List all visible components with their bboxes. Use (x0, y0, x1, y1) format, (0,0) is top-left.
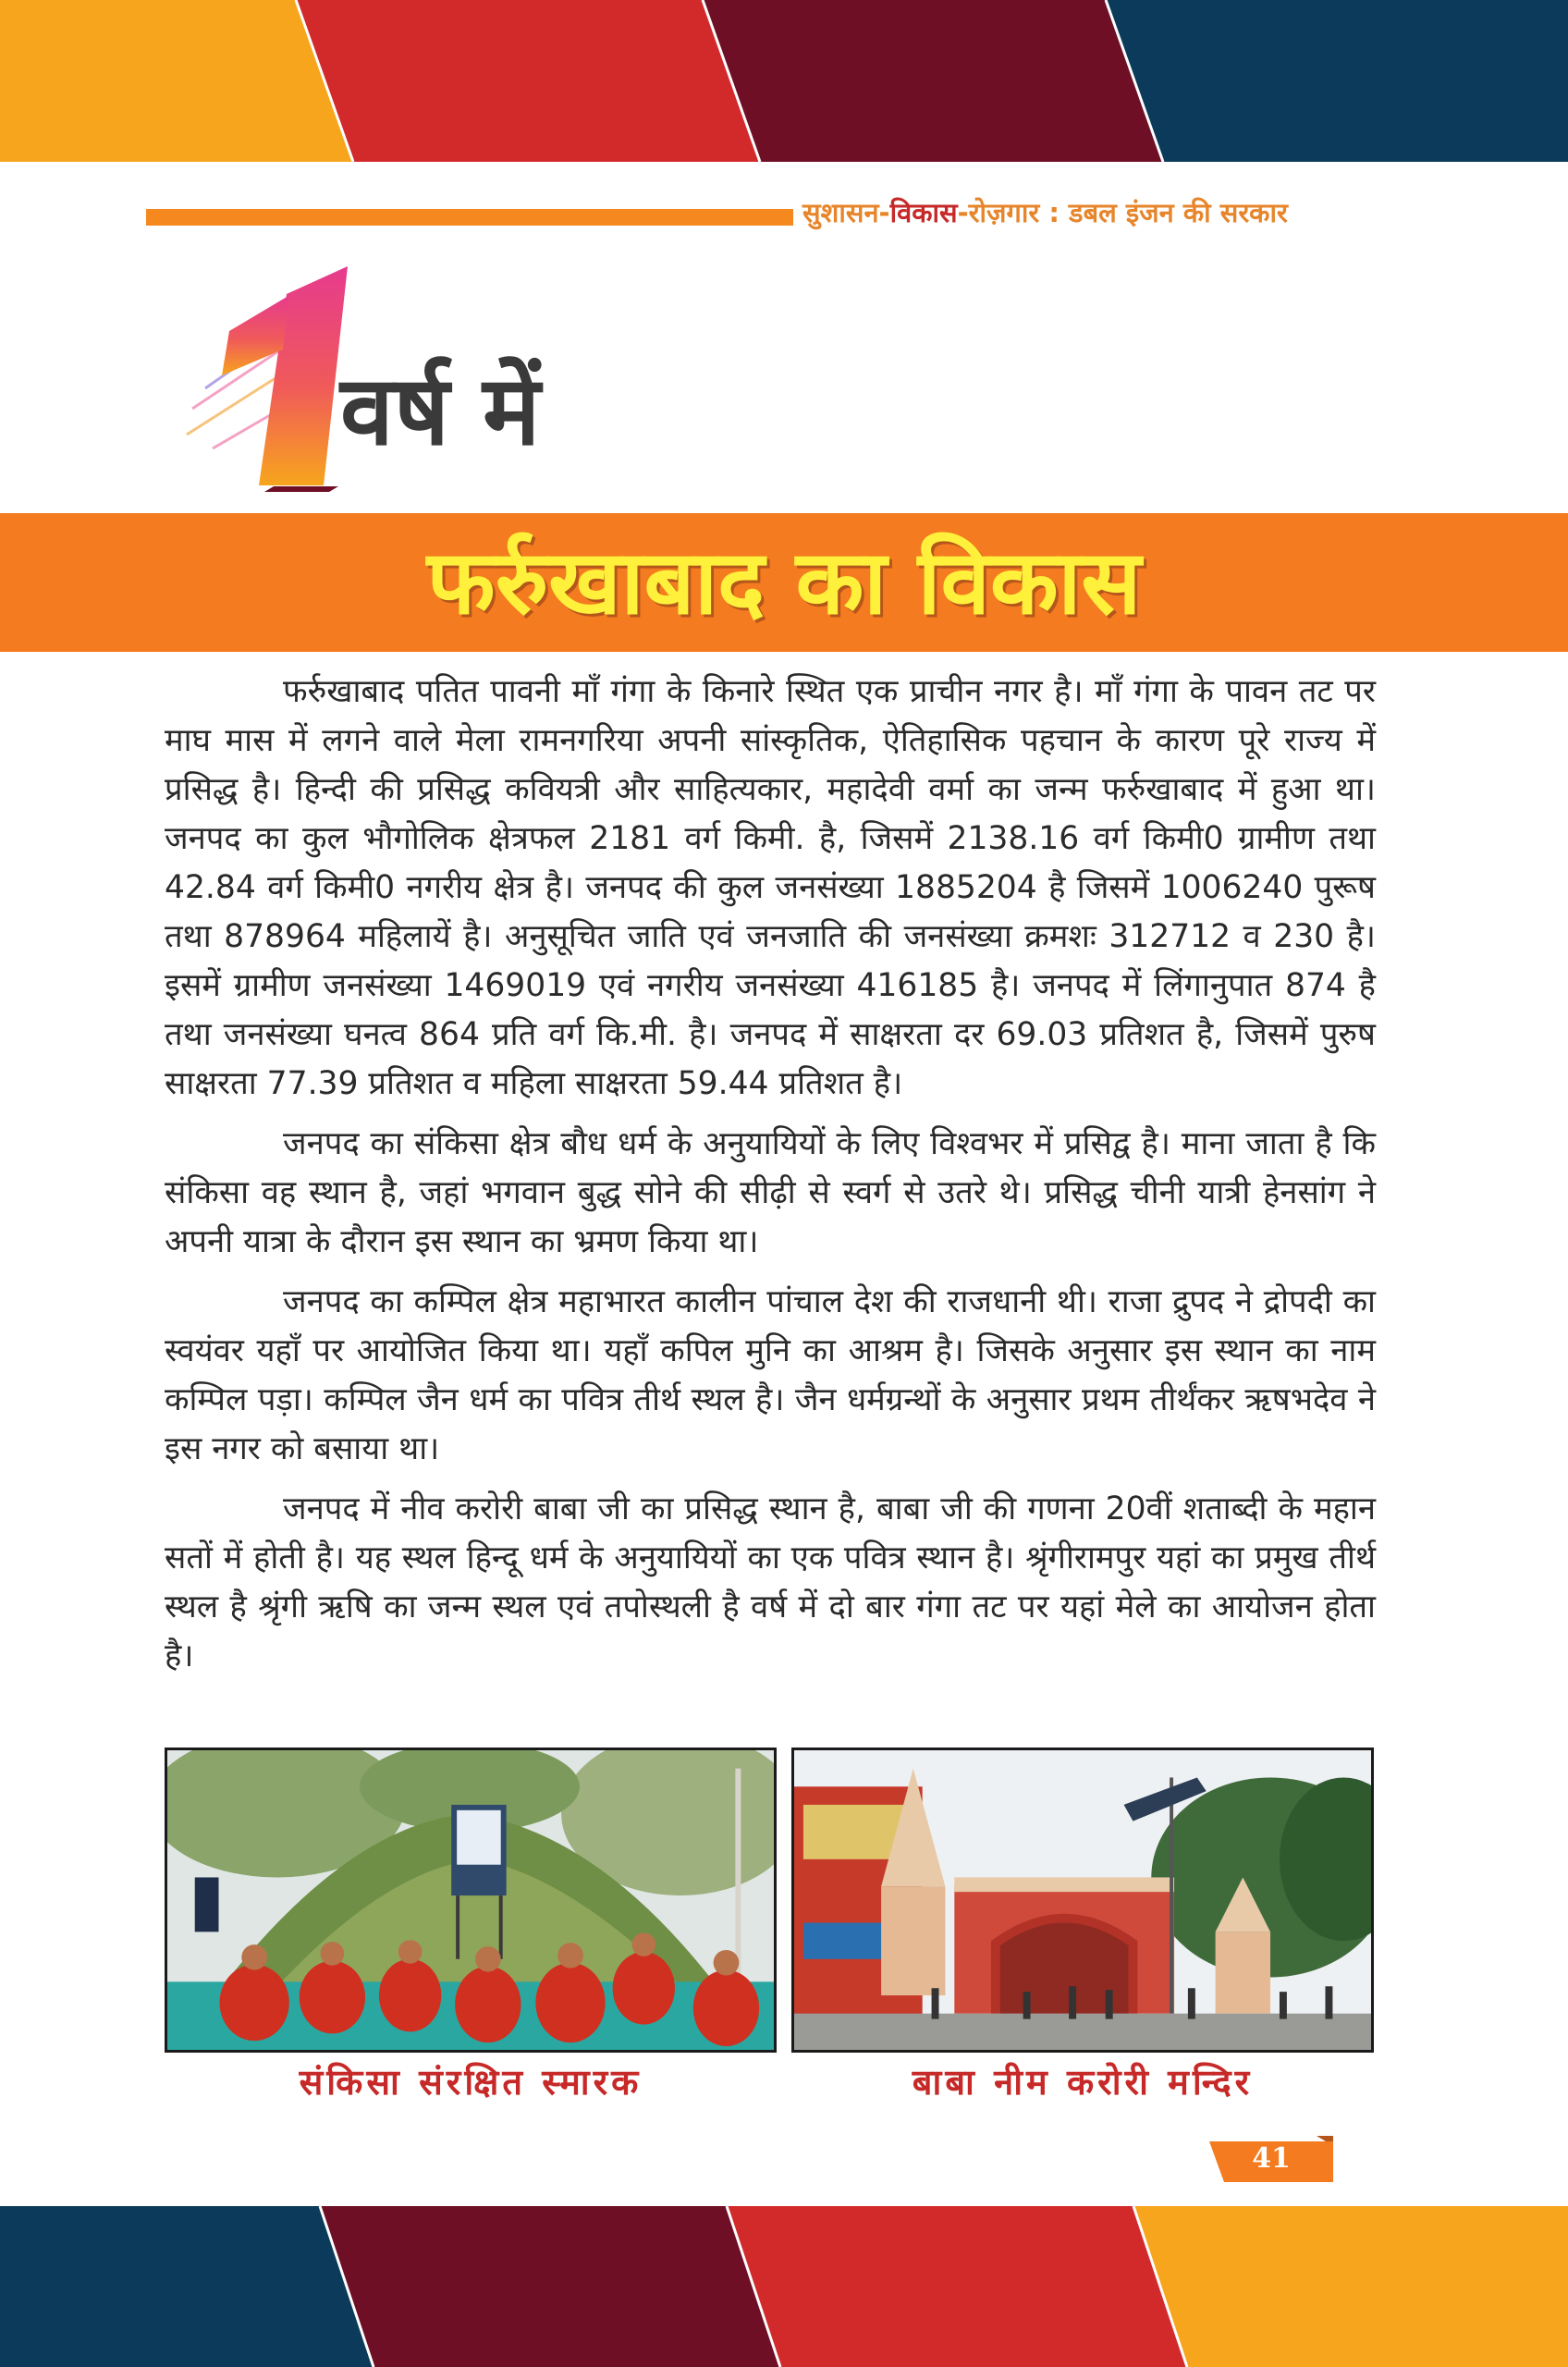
tagline-part-1: सुशासन (802, 197, 879, 228)
paragraph-2: जनपद का संकिसा क्षेत्र बौध धर्म के अनुयायियों के लिए विश्वभर में प्रसिद्व है। माना जाता है कि संकिसा वह स्थान है, जहां भगवान बुद्ध सोने की सीढ़ी से स्वर्ग से उतरे थे। प्रसिद्ध चीनी यात्री हेनसांग ने अपनी यात्रा के दौरान इस स्थान का भ्रमण किया था। (165, 1125, 1376, 1260)
top-color-band (0, 0, 1568, 162)
hero-heading: वर्ष में (340, 353, 541, 467)
page-title: फर्रुखाबाद का विकास (426, 530, 1142, 634)
tagline-part-2: विकास (889, 197, 958, 228)
tagline-part-3: रोज़गार (968, 197, 1040, 228)
article-body (165, 668, 1376, 1692)
hero-numeral-one (185, 250, 351, 499)
neem-karori-temple-photo (791, 1748, 1374, 2053)
title-banner (0, 513, 1568, 652)
bottom-color-band (0, 2206, 1568, 2367)
paragraph-4: जनपद में नीव करोरी बाबा जी का प्रसिद्ध स्थान है, बाबा जी की गणना 20वीं शताब्दी के महान सतों में होती है। यह स्थल हिन्दू धर्म के अनुयायियों का एक पवित्र स्थान है। श्रृंगीरामपुर यहां का प्रमुख तीर्थ स्थल है श्रृंगी ऋषि का जन्म स्थल एवं तपोस्थली है वर्ष में दो बार गंगा तट पर यहां मेले का आयोजन होता है। (165, 1490, 1376, 1674)
paragraph-1: फर्रुखाबाद पतित पावनी माँ गंगा के किनारे स्थित एक प्राचीन नगर है। माँ गंगा के पावन तट पर माघ मास में लगने वाले मेला रामनगरिया अपनी सांस्कृतिक, ऐतिहासिक पहचान के कारण पूरे राज्य में प्रसिद्ध है। हिन्दी की प्रसिद्ध कवियत्री और साहित्यकार, महादेवी वर्मा का जन्म फर्रुखाबाद में हुआ था। जनपद का कुल भौगोलिक क्षेत्रफल 2181 वर्ग किमी. है, जिसमें 2138.16 वर्ग किमी0 ग्रामीण तथा 42.84 वर्ग किमी0 नगरीय क्षेत्र है। जनपद की कुल जनसंख्या 1885204 है जिसमें 1006240 पुरूष तथा 878964 महिलायें है। अनुसूचित जाति एवं जनजाति की जनसंख्या क्रमशः 312712 व 230 है। इसमें ग्रामीण जनसंख्या 1469019 एवं नगरीय जनसंख्या 416185 है। जनपद में लिंगानुपात 874 है तथा जनसंख्या घनत्व 864 प्रति वर्ग कि.मी. है। जनपद में साक्षरता दर 69.03 प्रतिशत है, जिसमें पुरुष साक्षरता 77.39 प्रतिशत व महिला साक्षरता 59.44 प्रतिशत है। (165, 673, 1376, 1102)
caption-sankisa: संकिसा संरक्षित स्मारक (299, 2061, 643, 2103)
tagline-sep-2: - (957, 197, 969, 228)
header-tagline (802, 194, 1288, 230)
tagline-part-4: : डबल इंजन की सरकार (1039, 197, 1288, 228)
paragraph-3: जनपद का कम्पिल क्षेत्र महाभारत कालीन पांचाल देश की राजधानी थी। राजा द्रुपद ने द्रोपदी का स्वयंवर यहाँ पर आयोजित किया था। यहाँ कपिल मुनि का आश्रम है। जिसके अनुसार इस स्थान का नाम कम्पिल पड़ा। कम्पिल जैन धर्म का पवित्र तीर्थ स्थल है। जैन धर्मग्रन्थों के अनुसार प्रथम तीर्थंकर ऋषभदेव ने इस नगर को बसाया था। (165, 1283, 1376, 1467)
caption-neem-karori: बाबा नीम करोरी मन्दिर (912, 2061, 1254, 2103)
sankisa-monument-photo (165, 1748, 777, 2053)
header-rule (146, 209, 793, 226)
page-number: 41 (1252, 2142, 1291, 2175)
tagline-sep-1: - (878, 197, 890, 228)
